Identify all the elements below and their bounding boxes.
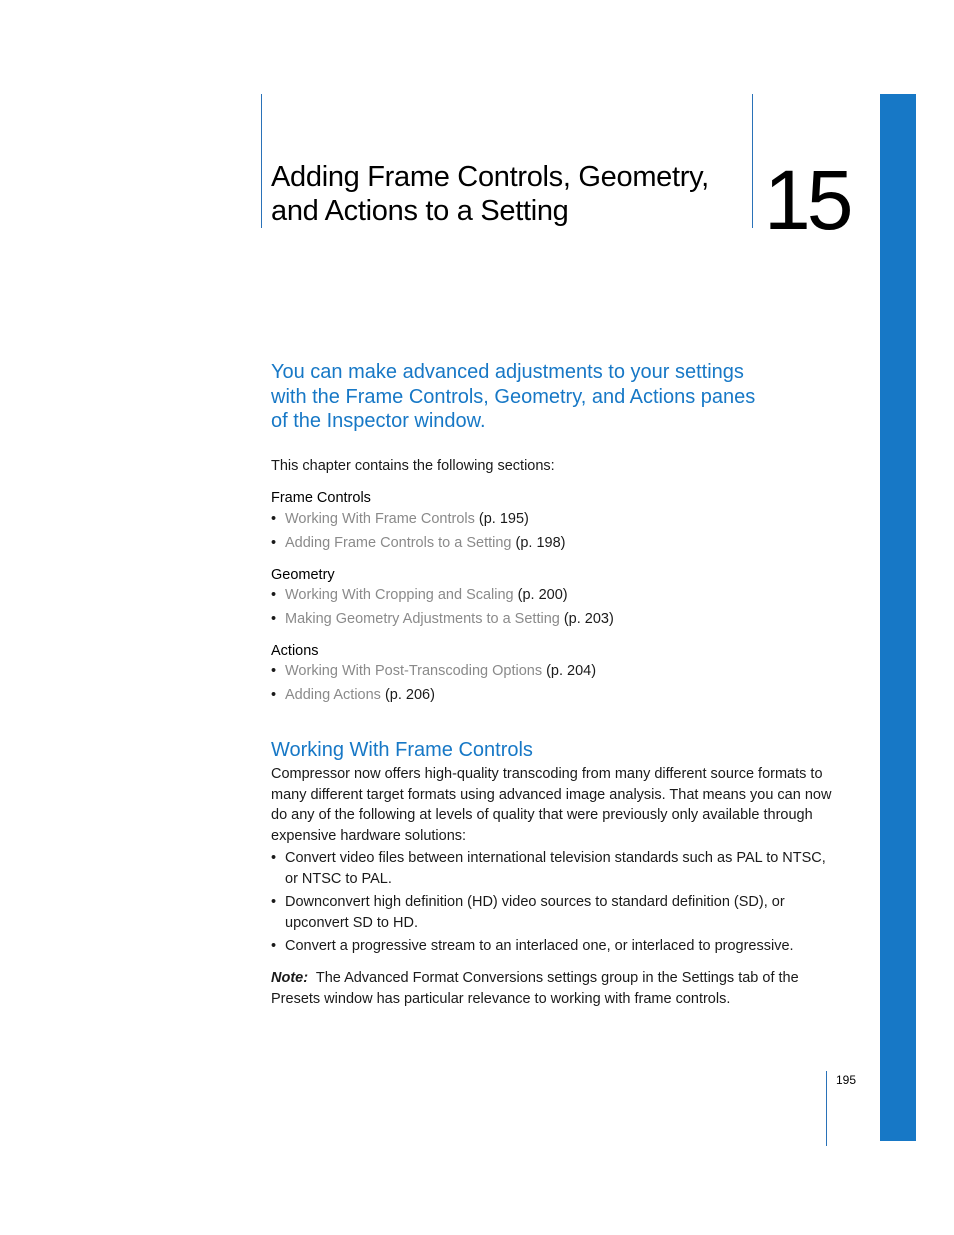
intro-line: of the Inspector window. <box>271 410 486 432</box>
chapter-intro <box>271 360 791 434</box>
toc-group-heading: Frame Controls <box>271 490 371 506</box>
title-rule-left <box>261 94 262 228</box>
toc-link[interactable]: Working With Cropping and Scaling <box>285 587 514 603</box>
intro-line: You can make advanced adjustments to your settings <box>271 361 744 383</box>
note-line: Presets window has particular relevance to working with frame controls. <box>271 990 731 1007</box>
toc-link[interactable]: Adding Actions <box>285 686 381 703</box>
bullet-list <box>271 848 831 960</box>
chapter-number: 15 <box>764 153 850 247</box>
bullet-glyph: • <box>271 534 277 551</box>
toc-item <box>271 685 596 709</box>
chapter-title-line: and Actions to a Setting <box>271 195 569 227</box>
chapter-tab-marker <box>880 94 916 1141</box>
toc-item <box>271 609 614 633</box>
paragraph-line: Compressor now offers high-quality transcoding from many different source formats to <box>271 766 823 782</box>
toc-page-ref: (p. 198) <box>511 534 566 551</box>
toc-list <box>271 585 614 632</box>
toc-link[interactable]: Adding Frame Controls to a Setting <box>285 534 512 551</box>
note-text: The Advanced Format Conversions settings group in the Settings tab of the <box>315 970 799 986</box>
paragraph-line: many different target formats using advanced image analysis. That means you can now <box>271 786 832 803</box>
bullet-glyph: • <box>271 587 277 603</box>
paragraph-line: do any of the following at levels of quality that were previously only available through <box>271 807 813 823</box>
bullet-item <box>271 936 831 957</box>
toc-link[interactable]: Working With Frame Controls <box>285 511 475 527</box>
paragraph-line: expensive hardware solutions: <box>271 827 467 844</box>
bullet-line: or NTSC to PAL. <box>285 870 392 887</box>
chapter-title <box>271 160 741 228</box>
bullet-glyph: • <box>271 938 277 954</box>
toc-item <box>271 509 565 533</box>
bullet-glyph: • <box>271 663 277 679</box>
bullet-glyph: • <box>271 894 277 910</box>
section-paragraph <box>271 764 831 846</box>
page-number: 195 <box>836 1073 857 1087</box>
toc-group-heading: Actions <box>271 643 319 659</box>
bullet-line: Downconvert high definition (HD) video sources to standard definition (SD), or <box>285 894 785 910</box>
toc-page-ref: (p. 204) <box>542 663 597 679</box>
toc-item <box>271 585 614 609</box>
bullet-glyph: • <box>271 686 277 703</box>
contents-lead: This chapter contains the following sections: <box>271 458 555 474</box>
toc-item <box>271 533 565 557</box>
toc-page-ref: (p. 203) <box>559 610 614 627</box>
toc-link[interactable]: Working With Post-Transcoding Options <box>285 663 543 679</box>
toc-item <box>271 661 596 685</box>
toc-page-ref: (p. 206) <box>380 686 435 703</box>
title-rule-right <box>752 94 753 228</box>
toc-list <box>271 661 596 708</box>
toc-group-heading: Geometry <box>271 567 335 583</box>
chapter-title-line: Adding Frame Controls, Geometry, <box>271 161 709 193</box>
bullet-glyph: • <box>271 850 277 866</box>
bullet-line: upconvert SD to HD. <box>285 914 418 931</box>
note-line <box>271 968 831 989</box>
intro-line: with the Frame Controls, Geometry, and Actions panes <box>271 385 756 408</box>
section-heading: Working With Frame Controls <box>271 739 533 761</box>
bullet-glyph: • <box>271 610 277 627</box>
toc-list <box>271 509 565 556</box>
bullet-line: Convert video files between international television standards such as PAL to NTSC, <box>285 850 826 866</box>
note-paragraph <box>271 968 831 1009</box>
note-label: Note: <box>271 970 309 986</box>
toc-page-ref: (p. 195) <box>474 511 529 527</box>
footer-rule <box>826 1071 827 1146</box>
bullet-glyph: • <box>271 511 277 527</box>
toc-page-ref: (p. 200) <box>513 587 568 603</box>
bullet-line: Convert a progressive stream to an interlaced one, or interlaced to progressive. <box>285 938 794 954</box>
toc-link[interactable]: Making Geometry Adjustments to a Setting <box>285 610 560 627</box>
bullet-item <box>271 848 831 889</box>
bullet-item <box>271 892 831 933</box>
